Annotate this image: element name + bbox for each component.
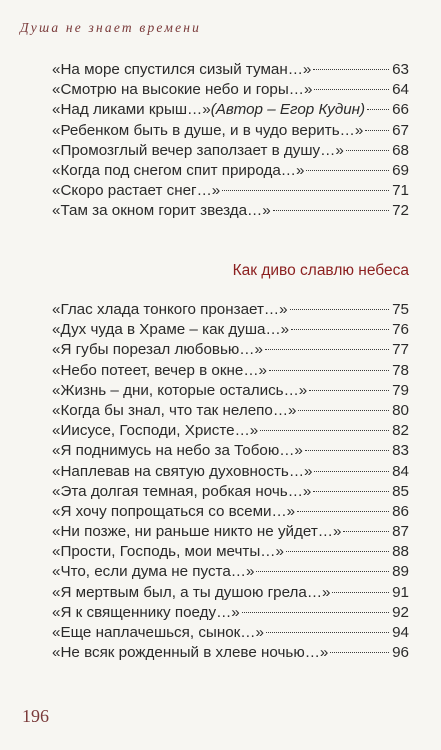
toc-entry-page: 83 [392,442,409,460]
dot-leader [367,109,389,110]
toc-entry-page: 92 [392,603,409,621]
toc-entry-title: «Ребенком быть в душе, и в чудо верить…» [52,121,364,139]
toc-entry-title: «Дух чуда в Храме – как душа…» [52,321,290,339]
dot-leader [298,410,389,411]
dot-leader [343,531,389,532]
dot-leader [330,652,389,653]
toc-entry-title: «Там за окном горит звезда…» [52,202,271,220]
toc-entry-page: 85 [392,482,409,500]
toc-entry-author: (Автор – Егор Кудин) [210,101,366,119]
dot-leader [313,491,389,492]
page-number: 196 [22,706,49,726]
dot-leader [291,329,389,330]
toc-entry-page: 86 [392,502,409,520]
toc-entry-page: 89 [392,563,409,581]
dot-leader [314,89,389,90]
toc-entry-title: «Я поднимусь на небо за Тобою…» [52,442,303,460]
toc-entry [52,181,409,201]
toc-entry-page: 96 [392,644,409,662]
dot-leader [297,511,389,512]
dot-leader [260,430,389,431]
toc-entry [52,421,409,441]
toc-entry-page: 71 [392,182,409,200]
toc-entry [52,320,409,340]
dot-leader [265,349,389,350]
toc-entry-page: 82 [392,422,409,440]
dot-leader [346,150,389,151]
toc-entry-title: «Когда бы знал, что так нелепо…» [52,401,297,419]
toc-entry-title: «Эта долгая темная, робкая ночь…» [52,482,312,500]
toc-entry-page: 76 [392,321,409,339]
toc-entry-title: «Смотрю на высокие небо и горы…» [52,81,313,99]
toc-entry-title: «Когда под снегом спит природа…» [52,161,305,179]
toc-entry [52,603,409,623]
toc-entry [52,201,409,221]
toc-entry-title: «Я мертвым был, а ты душою грела…» [52,583,331,601]
dot-leader [309,390,389,391]
toc-entry-page: 72 [392,202,409,220]
toc-entry-page: 91 [392,583,409,601]
toc-entry-title: «Ни позже, ни раньше никто не уйдет…» [52,523,342,541]
toc-entry [52,141,409,161]
toc-entry-page: 77 [392,341,409,359]
dot-leader [306,170,389,171]
toc-entry [52,361,409,381]
dot-leader [273,210,389,211]
section-heading: Как диво славлю небеса [232,262,409,279]
dot-leader [313,69,389,70]
toc-entry [52,121,409,141]
toc-entry [52,502,409,522]
toc-entry-page: 66 [392,101,409,119]
toc-entry-page: 69 [392,161,409,179]
toc-entry-title: «Что, если дума не пуста…» [52,563,255,581]
toc-entry-title: «Над ликами крыш…» [52,101,211,119]
dot-leader [256,571,389,572]
toc-entry [52,100,409,120]
toc-entry-title: «Я губы порезал любовью…» [52,341,263,359]
toc-entry-title: «Наплевав на святую духовность…» [52,462,313,480]
dot-leader [305,450,389,451]
toc-entry [52,381,409,401]
toc-entry-title: «Я к священнику поеду…» [52,603,240,621]
toc-entry [52,482,409,502]
toc-entry [52,643,409,663]
toc-entry [52,623,409,643]
toc-list-section-two [52,300,409,663]
toc-entry-page: 68 [392,141,409,159]
dot-leader [365,130,389,131]
toc-entry-page: 75 [392,301,409,318]
toc-entry-title: «Жизнь – дни, которые остались…» [52,381,308,399]
toc-entry [52,60,409,80]
toc-entry-title: «Промозглый вечер заползает в душу…» [52,141,344,159]
toc-entry [52,161,409,181]
dot-leader [290,309,390,310]
toc-entry-page: 63 [392,61,409,78]
dot-leader [266,632,389,633]
toc-entry [52,562,409,582]
toc-entry [52,80,409,100]
toc-entry-title: «Прости, Господь, мои мечты…» [52,543,284,561]
toc-entry [52,401,409,421]
toc-entry [52,583,409,603]
toc-entry-title: «Иисусе, Господи, Христе…» [52,422,259,440]
toc-entry-title: «Я хочу попрощаться со всеми…» [52,502,296,520]
toc-entry-title: «Еще наплачешься, сынок…» [52,624,264,641]
toc-entry-page: 88 [392,543,409,561]
toc-entry-page: 78 [392,361,409,379]
toc-entry-title: «Глас хлада тонкого пронзает…» [52,301,288,318]
toc-entry [52,340,409,360]
toc-entry-title: «На море спустился сизый туман…» [52,61,312,78]
toc-entry-page: 84 [392,462,409,480]
dot-leader [332,592,389,593]
toc-entry-page: 64 [392,81,409,99]
toc-entry [52,542,409,562]
toc-entry-page: 67 [392,121,409,139]
toc-entry [52,441,409,461]
toc-entry-title: «Скоро растает снег…» [52,182,221,200]
toc-entry [52,300,409,320]
toc-entry-page: 94 [392,624,409,641]
dot-leader [314,471,389,472]
dot-leader [222,190,389,191]
toc-entry-page: 80 [392,401,409,419]
dot-leader [269,370,389,371]
toc-entry [52,522,409,542]
toc-entry-page: 79 [392,381,409,399]
toc-entry-title: «Не всяк рожденный в хлеве ночью…» [52,644,329,662]
toc-entry [52,462,409,482]
toc-entry-page: 87 [392,523,409,541]
running-head: Душа не знает времени [20,20,202,35]
dot-leader [242,612,389,613]
dot-leader [286,551,389,552]
toc-entry-title: «Небо потеет, вечер в окне…» [52,361,267,379]
toc-list-section-one [52,60,409,222]
